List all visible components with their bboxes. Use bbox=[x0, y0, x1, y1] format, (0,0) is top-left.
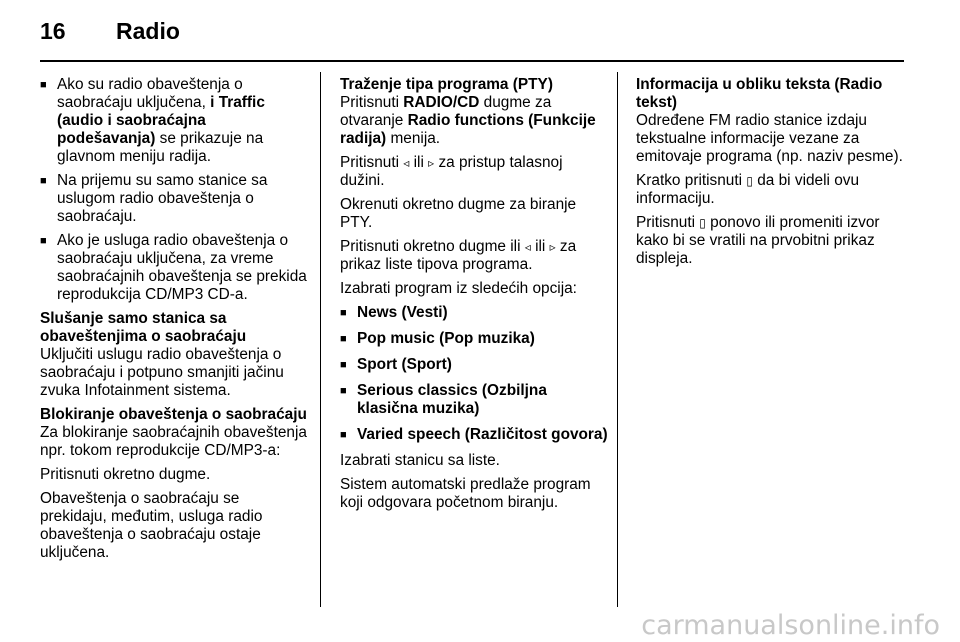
section-heading: Informacija u obliku teksta (Radio tekst) bbox=[636, 76, 883, 111]
watermark: carmanualsonline.info bbox=[641, 610, 940, 641]
section-heading: Blokiranje obaveštenja o saobraćaju bbox=[40, 406, 307, 423]
notes-list bbox=[40, 76, 308, 304]
list-item: ■ News (Vesti) bbox=[340, 304, 608, 322]
info-button-icon: ▯ bbox=[746, 174, 753, 188]
left-arrow-icon: ◃ bbox=[524, 240, 531, 254]
section-heading: Slušanje samo stanica sa obaveštenjima o saobraćaju bbox=[40, 310, 247, 345]
paragraph: Za blokiranje saobraćajnih obaveštenja npr. tokom reprodukcije CD/MP3-a: bbox=[40, 424, 307, 459]
left-arrow-icon: ◃ bbox=[403, 156, 410, 170]
paragraph: Obaveštenja o saobraćaju se prekidaju, međutim, usluga radio obaveštenja o saobraćaju ostaje uključena. bbox=[40, 490, 263, 561]
column-3 bbox=[636, 76, 904, 274]
list-item: ■ Serious classics (Ozbiljna klasična muzika) bbox=[340, 382, 608, 418]
paragraph: Okrenuti okretno dugme za biranje PTY. bbox=[340, 196, 577, 231]
column-1 bbox=[40, 76, 308, 568]
paragraph: Izabrati stanicu sa liste. bbox=[340, 452, 500, 469]
page-number: 16 bbox=[40, 18, 66, 44]
paragraph: Pritisnuti okretno dugme. bbox=[40, 466, 211, 483]
column-2 bbox=[340, 76, 608, 518]
right-arrow-icon: ▹ bbox=[549, 240, 556, 254]
list-item: ■ Varied speech (Različitost govora) bbox=[340, 426, 608, 444]
paragraph: Kratko pritisnuti ▯ da bi videli ovu informaciju. bbox=[636, 172, 860, 207]
paragraph: Pritisnuti okretno dugme ili ◃ ili ▹ za prikaz liste tipova programa. bbox=[340, 238, 577, 273]
list-item: ■ Sport (Sport) bbox=[340, 356, 608, 374]
list-item: ■ Ako su radio obaveštenja o saobraćaju uključena, i Traffic (audio i saobraćajna podešavanja) se prikazuje na glavnom meniju radija. bbox=[40, 76, 308, 166]
section-heading: Traženje tipa programa (PTY) bbox=[340, 76, 553, 93]
right-arrow-icon: ▹ bbox=[428, 156, 435, 170]
column-divider bbox=[617, 72, 618, 607]
header-rule bbox=[40, 60, 904, 62]
info-button-icon: ▯ bbox=[699, 216, 706, 230]
list-item: ■ Ako je usluga radio obaveštenja o saobraćaju uključena, za vreme saobraćajnih obaveštenja se prekida reprodukcija CD/MP3 CD-a. bbox=[40, 232, 308, 304]
page-title: Radio bbox=[116, 18, 180, 44]
list-item: ■ Na prijemu su samo stanice sa uslugom radio obaveštenja o saobraćaju. bbox=[40, 172, 308, 226]
pty-options-list bbox=[340, 304, 608, 444]
paragraph: Sistem automatski predlaže program koji odgovara početnom biranju. bbox=[340, 476, 591, 511]
paragraph: Izabrati program iz sledećih opcija: bbox=[340, 280, 577, 297]
column-divider bbox=[320, 72, 321, 607]
paragraph: Pritisnuti ▯ ponovo ili promeniti izvor kako bi se vratili na prvobitni prikaz displeja. bbox=[636, 214, 880, 267]
paragraph: Pritisnuti ◃ ili ▹ za pristup talasnoj dužini. bbox=[340, 154, 563, 189]
paragraph: Određene FM radio stanice izdaju tekstualne informacije vezane za emitovaje programa (np. naziv pesme). bbox=[636, 112, 903, 165]
list-item: ■ Pop music (Pop muzika) bbox=[340, 330, 608, 348]
paragraph: Uključiti uslugu radio obaveštenja o saobraćaju i potpuno smanjiti jačinu zvuka Infotainment sistema. bbox=[40, 346, 284, 399]
paragraph: Pritisnuti RADIO/CD dugme za otvaranje Radio functions (Funkcije radija) menija. bbox=[340, 94, 596, 147]
